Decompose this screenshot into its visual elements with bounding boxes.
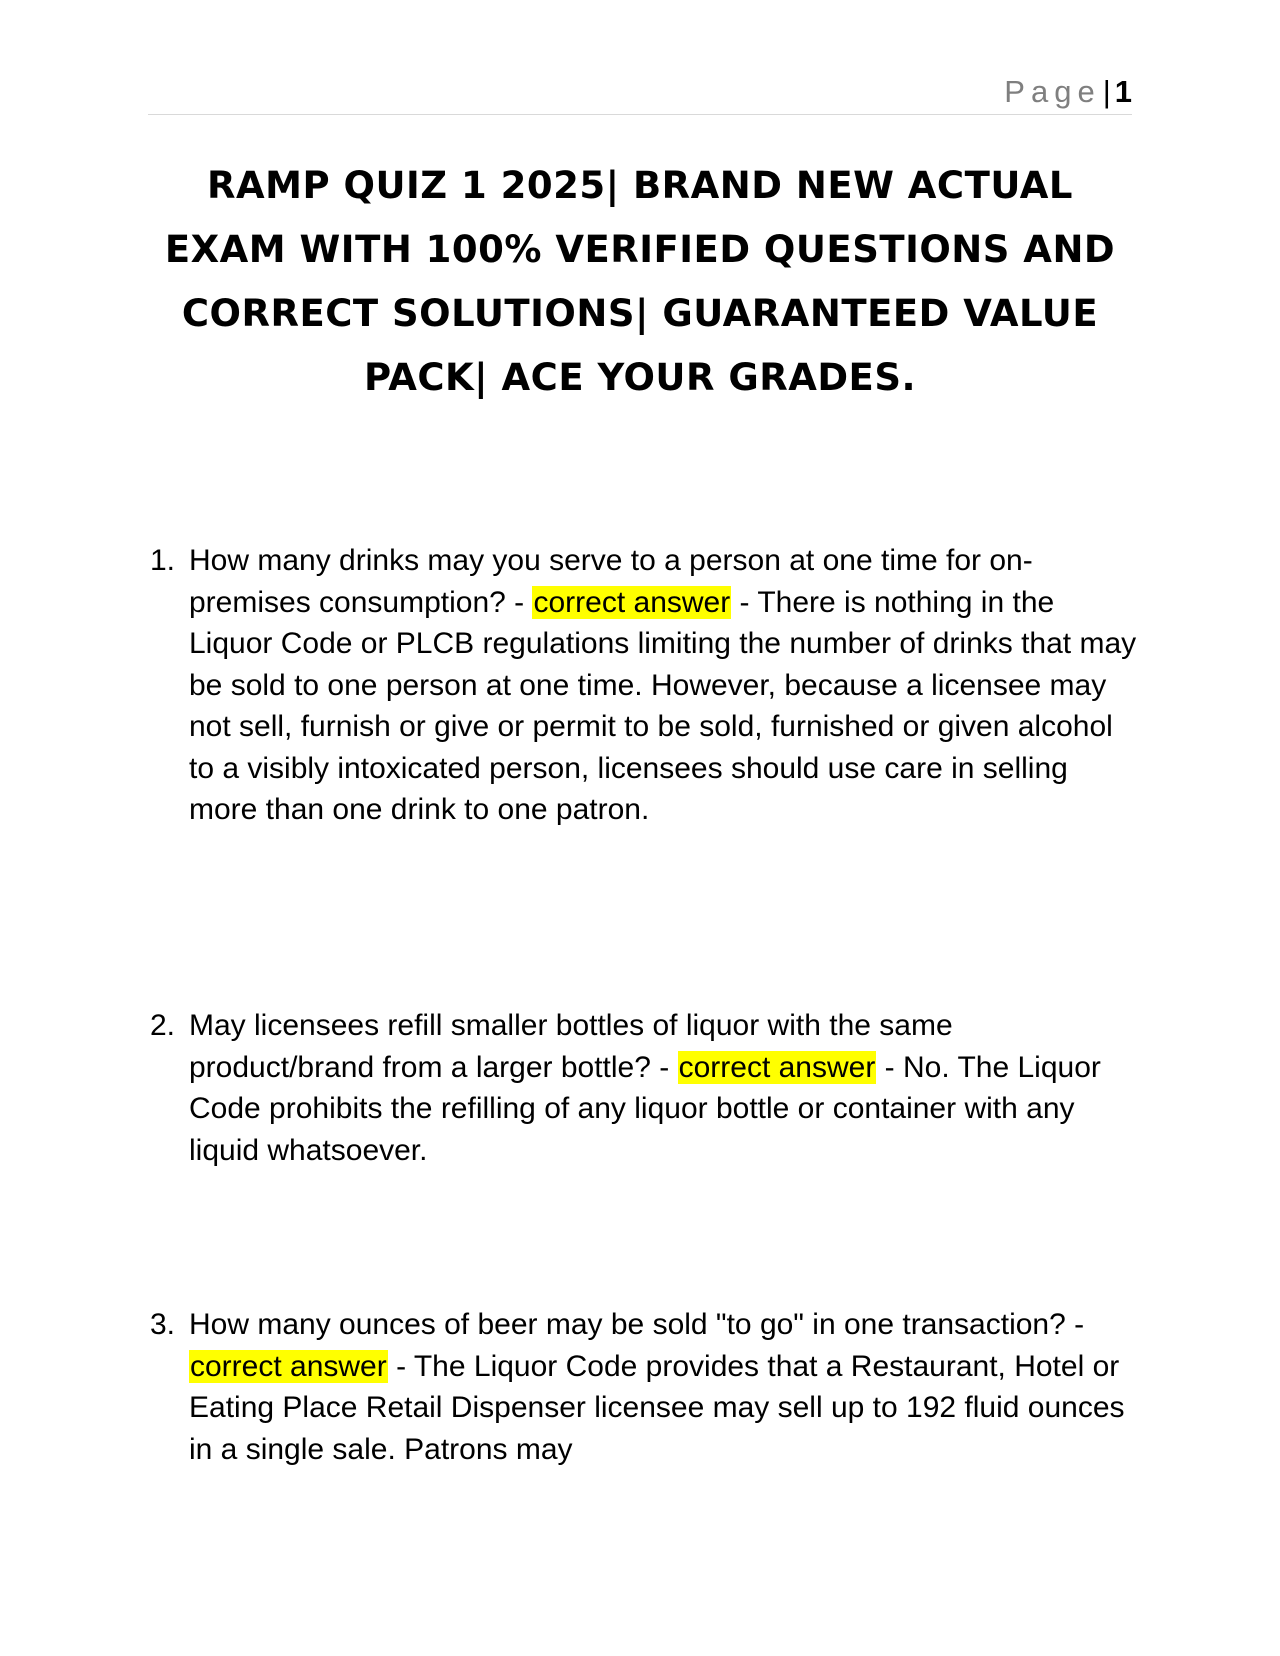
question-item [150, 1304, 1140, 1470]
question-number: 3. [150, 1308, 176, 1341]
question-text: How many drinks may you serve to a person at one time for on-premises consumption? - [189, 544, 1033, 619]
question-text: May licensees refill smaller bottles of liquor with the same product/brand from a larger bottle? - [189, 1009, 953, 1084]
answer-text: - There is nothing in the Liquor Code or PLCB regulations limiting the number of drinks that may be sold to one person at one time. However, because a licensee may not sell, furnish or give or permit to be sold, furnished or given alcohol to a visibly intoxicated person, licensees should use care in selling more than one drink to one patron. [189, 585, 1137, 826]
page-number-line [1004, 74, 1132, 110]
page-number: 1 [1114, 74, 1132, 109]
correct-answer-label: correct answer [533, 585, 731, 619]
question-number: 2. [150, 1009, 176, 1042]
question-item [150, 540, 1140, 831]
answer-text: - The Liquor Code provides that a Restaurant, Hotel or Eating Place Retail Dispenser licensee may sell up to 192 fluid ounces in a single sale. Patrons may [189, 1349, 1125, 1466]
answer-text: - No. The Liquor Code prohibits the refilling of any liquor bottle or container with any liquid whatsoever. [189, 1050, 1101, 1167]
page-label: Page [1004, 74, 1101, 109]
correct-answer-label: correct answer [678, 1050, 876, 1084]
page-header [148, 74, 1132, 115]
question-number: 1. [150, 544, 176, 577]
question-list-item-2 [150, 1005, 1140, 1171]
correct-answer-label: correct answer [190, 1349, 387, 1383]
document-title: RAMP QUIZ 1 2025| BRAND NEW ACTUAL EXAM WITH 100% VERIFIED QUESTIONS AND CORRECT SOLUTIONS| GUARANTEED VALUE PACK| ACE YOUR GRADES. [164, 164, 1116, 399]
question-text: How many ounces of beer may be sold "to go" in one transaction? - [189, 1308, 1085, 1341]
question-list-item-1 [150, 540, 1140, 831]
question-item [150, 1005, 1140, 1171]
page-separator: | [1102, 74, 1111, 109]
question-list-item-3 [150, 1304, 1140, 1470]
